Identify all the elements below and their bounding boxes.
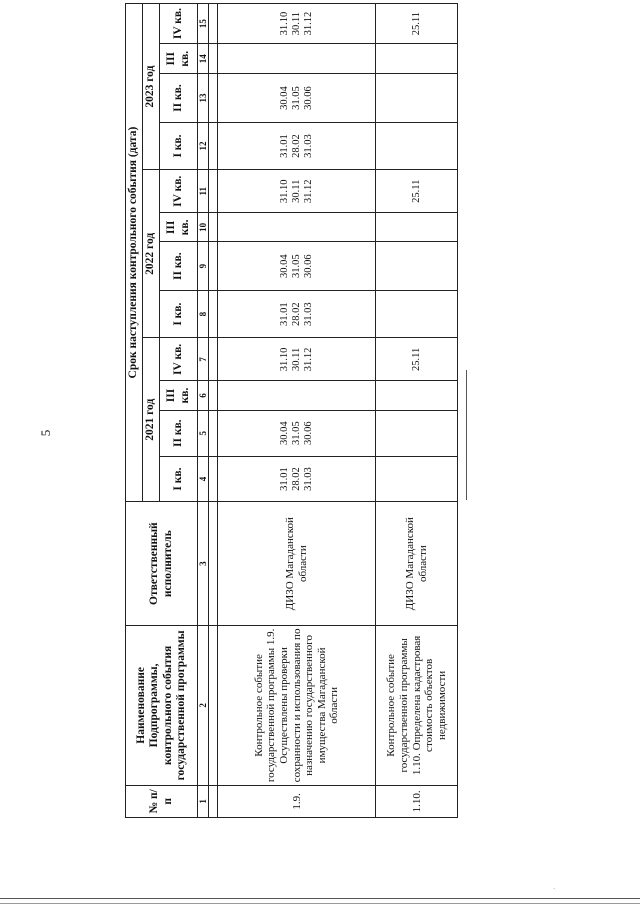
date-cell: 25.11 <box>376 4 458 44</box>
date-cell <box>218 213 376 242</box>
header-quarter: II кв. <box>160 74 198 123</box>
date-cell: 30.04 31.05 30.06 <box>218 242 376 291</box>
column-number: 8 <box>198 290 209 337</box>
footnote-rule <box>466 370 467 500</box>
date-cell <box>376 290 458 337</box>
date-cell: 25.11 <box>376 338 458 381</box>
header-quarter: IV кв. <box>160 4 198 44</box>
header-row-1 <box>126 4 143 818</box>
date-cell <box>376 213 458 242</box>
column-number: 3 <box>198 502 209 626</box>
header-year-2023: 2023 год <box>143 4 160 170</box>
column-number: 15 <box>198 4 209 44</box>
date-cell <box>376 381 458 410</box>
date-cell: 25.11 <box>376 170 458 213</box>
date-cell: 31.01 28.02 31.03 <box>218 456 376 501</box>
date-cell <box>376 44 458 74</box>
column-number-row <box>198 4 209 818</box>
rotated-table-container <box>125 3 448 818</box>
column-number: 5 <box>198 410 209 456</box>
event-name: Контрольное событие государственной программы 1.10. Определена кадастровая стоимость объектов недвижимости <box>376 626 458 786</box>
header-quarter: I кв. <box>160 290 198 337</box>
column-number: 4 <box>198 456 209 501</box>
date-cell: 31.01 28.02 31.03 <box>218 290 376 337</box>
column-number: 6 <box>198 381 209 410</box>
header-year-2022: 2022 год <box>143 170 160 338</box>
header-quarter: IV кв. <box>160 338 198 381</box>
column-number: 11 <box>198 170 209 213</box>
date-cell <box>376 410 458 456</box>
date-cell: 30.04 31.05 30.06 <box>218 410 376 456</box>
page-bottom-rule <box>0 898 640 899</box>
header-quarter: III кв. <box>160 381 198 410</box>
header-quarter: II кв. <box>160 242 198 291</box>
executor: ДИЗО Магаданской области <box>218 502 376 626</box>
header-year-2021: 2021 год <box>143 338 160 502</box>
date-cell: 31.10 30.11 31.12 <box>218 338 376 381</box>
scan-mark: · <box>553 885 556 893</box>
column-number: 10 <box>198 213 209 242</box>
header-executor: Ответственный исполнитель <box>126 502 198 626</box>
page-number: 5 <box>38 429 53 437</box>
header-name: Наименование Подпрограммы, контрольного события государственной программы <box>126 626 198 786</box>
date-cell <box>376 74 458 123</box>
row-num: 1.10. <box>376 785 458 817</box>
column-number: 14 <box>198 44 209 74</box>
date-cell: 31.10 30.11 31.12 <box>218 4 376 44</box>
control-events-table <box>125 3 458 818</box>
column-number: 2 <box>198 626 209 786</box>
event-name: Контрольное событие государственной программы 1.9. Осуществлены проверки сохранности и использования по назначению государственного имущества Магаданской области <box>218 626 376 786</box>
date-cell: 30.04 31.05 30.06 <box>218 74 376 123</box>
column-number: 1 <box>198 785 209 817</box>
date-cell <box>218 44 376 74</box>
column-number: 12 <box>198 122 209 169</box>
table-row <box>218 4 376 818</box>
header-quarter: II кв. <box>160 410 198 456</box>
header-quarter: I кв. <box>160 456 198 501</box>
executor: ДИЗО Магаданской области <box>376 502 458 626</box>
column-number: 7 <box>198 338 209 381</box>
page-bottom-rule-2 <box>0 903 640 904</box>
date-cell: 31.01 28.02 31.03 <box>218 122 376 169</box>
column-number: 13 <box>198 74 209 123</box>
table-row <box>376 4 458 818</box>
header-quarter: IV кв. <box>160 170 198 213</box>
spacer-row <box>209 4 218 818</box>
header-quarter: III кв. <box>160 213 198 242</box>
header-quarter: III кв. <box>160 44 198 74</box>
date-cell <box>218 381 376 410</box>
header-num: № п/п <box>126 785 198 817</box>
date-cell <box>376 242 458 291</box>
date-cell <box>376 122 458 169</box>
header-deadline: Срок наступления контрольного события (дата) <box>126 4 143 502</box>
date-cell: 31.10 30.11 31.12 <box>218 170 376 213</box>
header-quarter: I кв. <box>160 122 198 169</box>
column-number: 9 <box>198 242 209 291</box>
row-num: 1.9. <box>218 785 376 817</box>
date-cell <box>376 456 458 501</box>
